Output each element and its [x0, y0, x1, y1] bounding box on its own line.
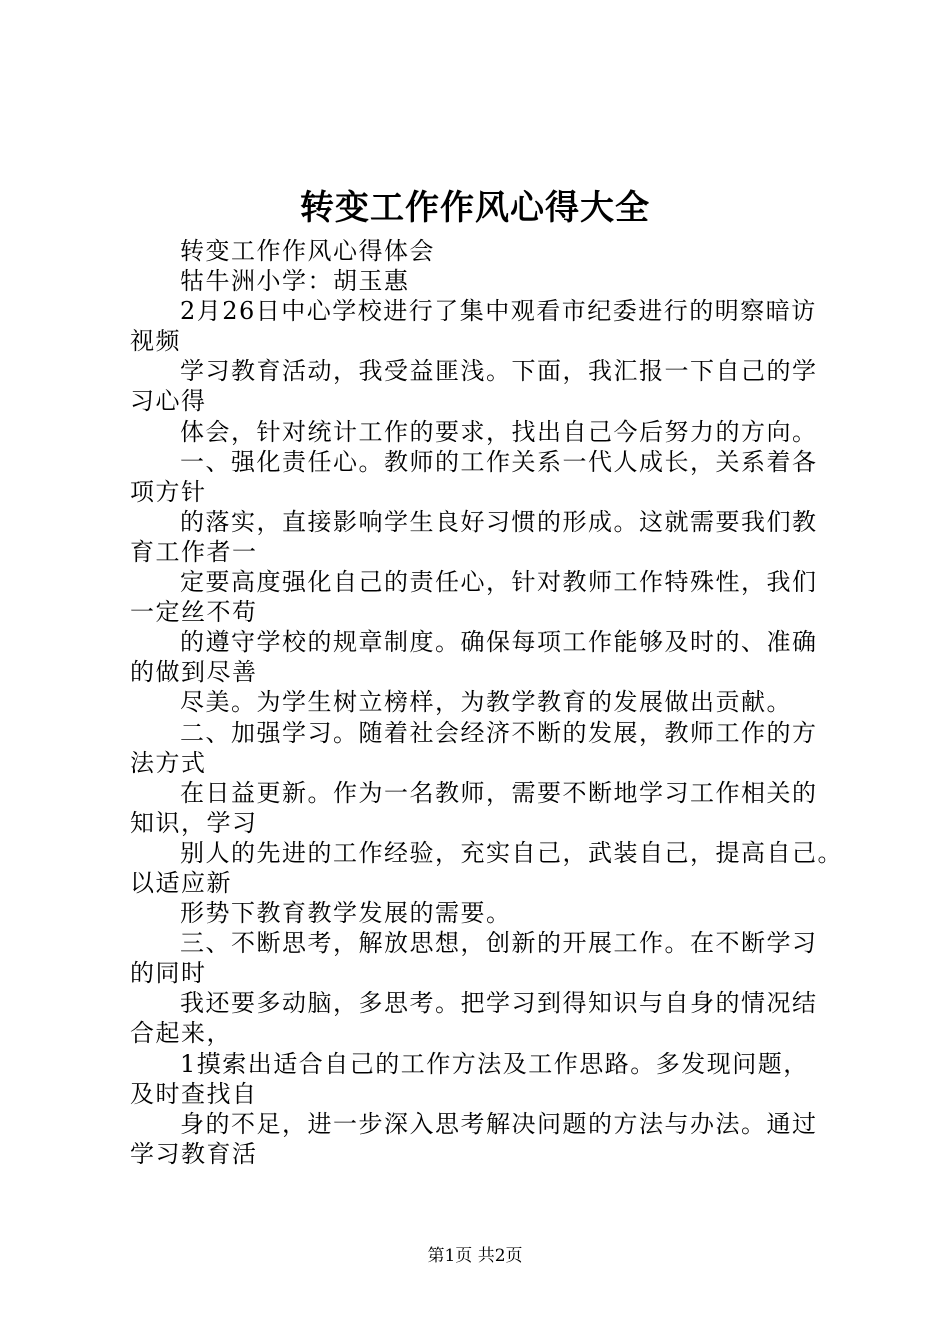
text-line: 在日益更新。作为一名教师，需要不断地学习工作相关的 [180, 778, 818, 807]
text-line: 项方针 [130, 477, 207, 506]
text-line: 的落实，直接影响学生良好习惯的形成。这就需要我们教 [180, 507, 818, 536]
text-line: 三、不断思考，解放思想，创新的开展工作。在不断学习 [180, 929, 818, 958]
page-title: 转变工作作风心得大全 [300, 188, 650, 228]
text-line: 的做到尽善 [130, 658, 258, 687]
text-line: 牯牛洲小学：胡玉惠 [180, 267, 410, 296]
text-line: 转变工作作风心得体会 [180, 237, 435, 265]
text-line: 一、强化责任心。教师的工作关系一代人成长，关系着各 [180, 447, 818, 476]
text-line: 二、加强学习。随着社会经济不断的发展，教师工作的方 [180, 718, 818, 747]
text-line: 学习教育活 [130, 1139, 258, 1168]
text-line: 学习教育活动，我受益匪浅。下面，我汇报一下自己的学 [180, 357, 818, 386]
text-line: 习心得 [130, 387, 207, 416]
text-line: 定要高度强化自己的责任心，针对教师工作特殊性，我们 [180, 568, 818, 597]
text-line: 体会，针对统计工作的要求，找出自己今后努力的方向。 [180, 417, 818, 446]
text-line: 及时查找自 [130, 1079, 258, 1108]
text-line: 2月26日中心学校进行了集中观看市纪委进行的明察暗访 [180, 297, 817, 326]
text-line: 一定丝不苟 [130, 598, 258, 627]
page-footer: 第1页 共2页 [427, 1246, 523, 1266]
text-line: 知识，学习 [130, 808, 258, 837]
text-line: 法方式 [130, 748, 207, 777]
text-line: 视频 [130, 327, 181, 356]
text-line: 身的不足，进一步深入思考解决问题的方法与办法。通过 [180, 1109, 818, 1138]
text-line: 的遵守学校的规章制度。确保每项工作能够及时的、准确 [180, 628, 818, 657]
text-line: 育工作者一 [130, 537, 258, 566]
text-line: 我还要多动脑，多思考。把学习到得知识与自身的情况结 [180, 989, 818, 1018]
text-line: 合起来， [130, 1019, 232, 1048]
text-line: 1摸索出适合自己的工作方法及工作思路。多发现问题， [180, 1049, 809, 1078]
text-line: 形势下教育教学发展的需要。 [180, 899, 512, 928]
text-line: 以适应新 [130, 868, 232, 897]
text-line: 尽美。为学生树立榜样，为教学教育的发展做出贡献。 [180, 688, 792, 717]
document-body [130, 236, 850, 1169]
text-line: 的同时 [130, 959, 207, 988]
text-line: 别人的先进的工作经验，充实自己，武装自己，提高自己。 [180, 838, 843, 867]
